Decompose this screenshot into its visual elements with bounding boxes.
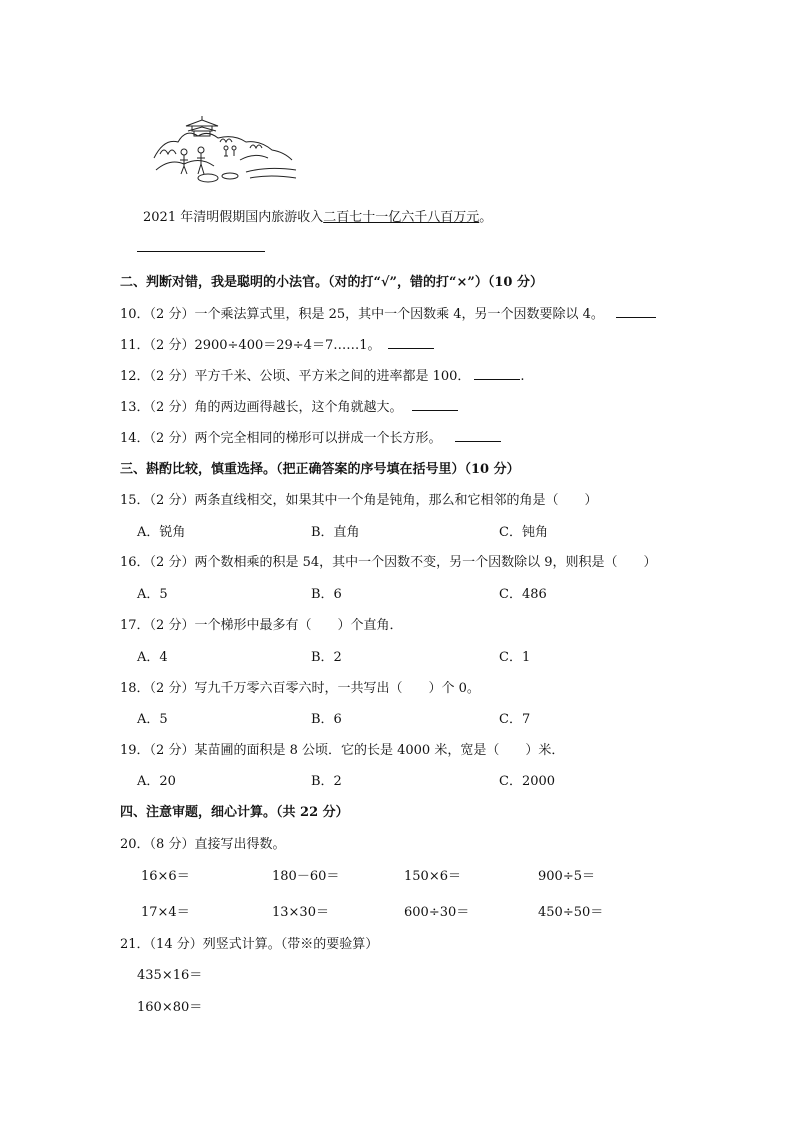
question-19-text: 19．（2 分）某苗圃的面积是 8 公顷．它的长是 4000 米，宽是（ ）米． bbox=[120, 743, 565, 758]
option-b[interactable]: B．2 bbox=[311, 774, 342, 789]
option-c[interactable]: C．1 bbox=[499, 650, 531, 665]
calc-item: 180－60＝ bbox=[272, 869, 340, 884]
answer-blank[interactable] bbox=[388, 336, 434, 349]
question-21-text: 21．（14 分）列竖式计算。（带※的要验算） bbox=[120, 937, 379, 952]
answer-blank[interactable] bbox=[616, 305, 656, 318]
question-18-text: 18．（2 分）写九千万零六百零六时，一共写出（ ）个 0。 bbox=[120, 681, 480, 696]
option-a[interactable]: A．5 bbox=[137, 712, 168, 727]
option-c[interactable]: C．7 bbox=[499, 712, 531, 727]
question-16-text: 16．（2 分）两个数相乘的积是 54，其中一个因数不变，另一个因数除以 9，则积是（ ） bbox=[120, 555, 657, 570]
statement-suffix: 。 bbox=[479, 210, 493, 225]
question-15-text: 15．（2 分）两条直线相交，如果其中一个角是钝角，那么和它相邻的角是（ ） bbox=[120, 493, 598, 508]
question-12-text: 12．（2 分）平方千米、公顷、平方米之间的进率都是 100． bbox=[120, 369, 471, 384]
calc-item: 600÷30＝ bbox=[404, 905, 470, 920]
section-2-title: 二、判断对错，我是聪明的小法官。（对的打“√”，错的打“×”）（10 分） bbox=[120, 275, 543, 290]
question-13 bbox=[120, 396, 458, 415]
vertical-calc-item: 160×80＝ bbox=[137, 1000, 203, 1015]
option-c[interactable]: C．钝角 bbox=[499, 525, 548, 540]
answer-blank-line[interactable] bbox=[137, 251, 265, 252]
question-17-text: 17．（2 分）一个梯形中最多有（ ）个直角． bbox=[120, 618, 403, 633]
option-a[interactable]: A．5 bbox=[137, 587, 168, 602]
option-c[interactable]: C．486 bbox=[499, 587, 547, 602]
question-12 bbox=[120, 365, 525, 384]
calc-item: 450÷50＝ bbox=[538, 905, 604, 920]
tourism-revenue-statement bbox=[143, 206, 492, 225]
answer-blank[interactable] bbox=[474, 367, 520, 380]
statement-underlined-number: 二百七十一亿六千八百万元 bbox=[323, 210, 480, 225]
calc-item: 17×4＝ bbox=[141, 905, 190, 920]
vertical-calc-item: 435×16＝ bbox=[137, 968, 203, 983]
calc-item: 900÷5＝ bbox=[538, 869, 595, 884]
question-11-text: 11．（2 分）2900÷400＝29÷4＝7……1。 bbox=[120, 338, 381, 353]
pagoda-hikers-illustration bbox=[150, 108, 300, 186]
option-b[interactable]: B．直角 bbox=[311, 525, 360, 540]
statement-prefix: 2021 年清明假期国内旅游收入 bbox=[143, 210, 324, 225]
calc-item: 16×6＝ bbox=[141, 869, 190, 884]
option-a[interactable]: A．4 bbox=[137, 650, 168, 665]
option-a[interactable]: A．锐角 bbox=[137, 525, 186, 540]
calc-item: 13×30＝ bbox=[272, 905, 329, 920]
question-14-text: 14．（2 分）两个完全相同的梯形可以拼成一个长方形。 bbox=[120, 431, 442, 446]
section-3-title: 三、斟酌比较，慎重选择。（把正确答案的序号填在括号里）（10 分） bbox=[120, 462, 520, 477]
answer-blank[interactable] bbox=[455, 429, 501, 442]
question-11 bbox=[120, 334, 434, 353]
question-13-text: 13．（2 分）角的两边画得越长，这个角就越大。 bbox=[120, 400, 403, 415]
option-a[interactable]: A．20 bbox=[137, 774, 176, 789]
question-14 bbox=[120, 427, 501, 446]
calc-item: 150×6＝ bbox=[404, 869, 461, 884]
answer-blank[interactable] bbox=[412, 398, 458, 411]
question-12-tail: . bbox=[520, 369, 525, 384]
question-20-text: 20．（8 分）直接写出得数。 bbox=[120, 837, 286, 852]
option-b[interactable]: B．2 bbox=[311, 650, 342, 665]
question-10-text: 10．（2 分）一个乘法算式里，积是 25，其中一个因数乘 4，另一个因数要除以 4。 bbox=[120, 307, 604, 322]
option-b[interactable]: B．6 bbox=[311, 587, 342, 602]
section-4-title: 四、注意审题，细心计算。（共 22 分） bbox=[120, 805, 349, 820]
question-10 bbox=[120, 303, 656, 322]
option-c[interactable]: C．2000 bbox=[499, 774, 556, 789]
option-b[interactable]: B．6 bbox=[311, 712, 342, 727]
